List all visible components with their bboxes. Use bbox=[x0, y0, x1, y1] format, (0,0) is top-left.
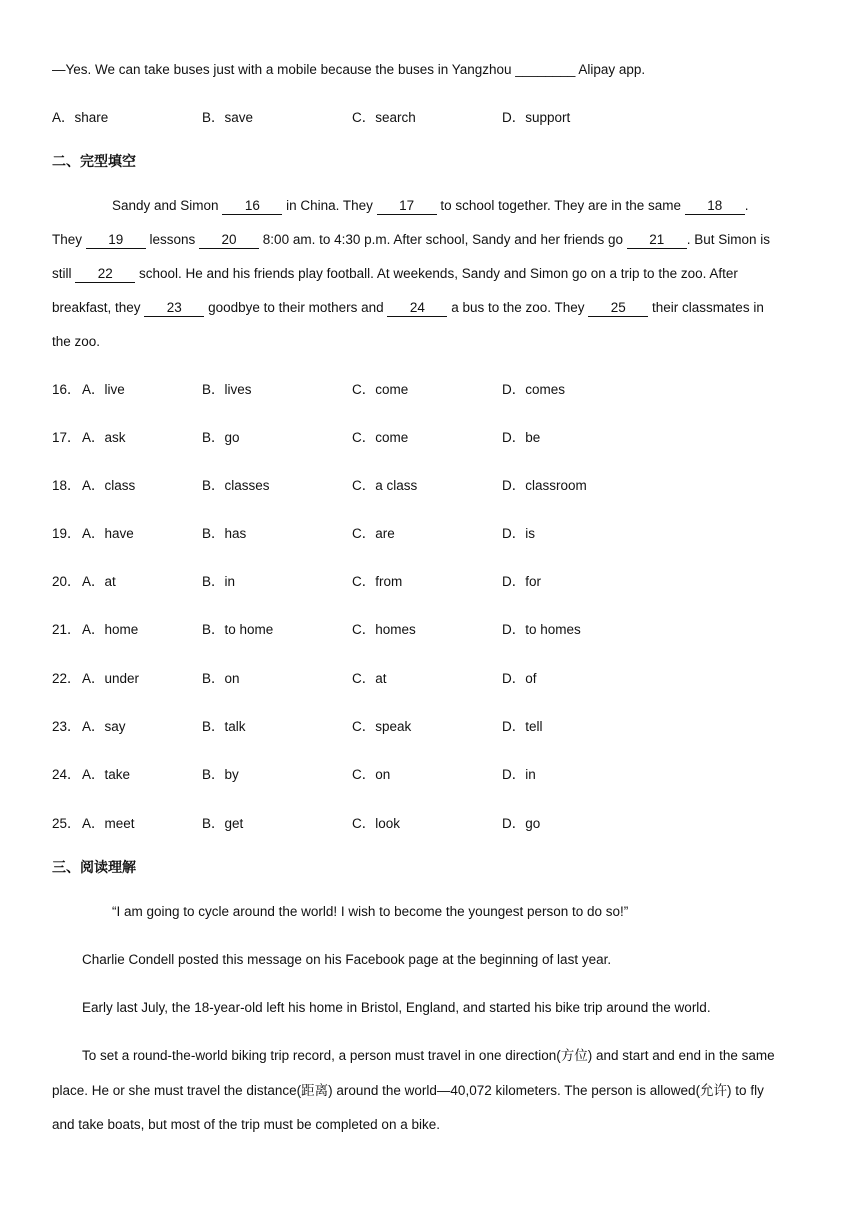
blank-19: 19 bbox=[86, 232, 146, 249]
option-c: C．look bbox=[352, 816, 401, 831]
question-number: 18． bbox=[52, 478, 81, 493]
option-c: C．come bbox=[352, 430, 409, 445]
option-b: B．on bbox=[202, 671, 240, 686]
option-b: B．lives bbox=[202, 382, 252, 397]
option-a: A．home bbox=[82, 622, 139, 637]
option-c: C．come bbox=[352, 382, 409, 397]
option-c: C．a class bbox=[352, 478, 418, 493]
question-24 bbox=[52, 765, 752, 785]
passage-text: . bbox=[744, 198, 749, 213]
reading-paragraph-1: “I am going to cycle around the world! I wish to become the youngest person to do so!” bbox=[112, 904, 629, 919]
option-c: C．speak bbox=[352, 719, 412, 734]
option-a: A．at bbox=[82, 574, 116, 589]
passage-text: in China. They bbox=[282, 198, 377, 213]
option-c: C．at bbox=[352, 671, 387, 686]
question-21 bbox=[52, 620, 752, 640]
question-17 bbox=[52, 428, 752, 448]
blank-23: 23 bbox=[144, 300, 204, 317]
blank-16: 16 bbox=[222, 198, 282, 215]
option-b: B．talk bbox=[202, 719, 246, 734]
option-d: D．tell bbox=[502, 719, 543, 734]
option-b: B．save bbox=[202, 110, 254, 125]
option-d: D．support bbox=[502, 110, 571, 125]
section-title-reading: 三、阅读理解 bbox=[52, 860, 136, 876]
reading-paragraph-3: Early last July, the 18-year-old left his home in Bristol, England, and started his bike trip around the world. bbox=[82, 1000, 711, 1015]
cloze-line-5: the zoo. bbox=[52, 334, 101, 349]
passage-text: goodbye to their mothers and bbox=[204, 300, 388, 315]
option-b: B．by bbox=[202, 767, 239, 782]
question-15-stem bbox=[52, 60, 645, 80]
question-number: 20． bbox=[52, 574, 81, 589]
question-22 bbox=[52, 669, 752, 689]
answer-blank: ________ bbox=[515, 62, 576, 77]
blank-21: 21 bbox=[627, 232, 687, 249]
reading-paragraph-4-line-2: place. He or she must travel the distance(距离) around the world—40,072 kilometers. The person is allowed(允许) to fly bbox=[52, 1083, 764, 1098]
option-d: D．to homes bbox=[502, 622, 581, 637]
option-b: B．go bbox=[202, 430, 240, 445]
reading-paragraph-2: Charlie Condell posted this message on his Facebook page at the beginning of last year. bbox=[82, 952, 612, 967]
option-a: A．class bbox=[82, 478, 136, 493]
option-c: C．are bbox=[352, 526, 395, 541]
passage-text: still bbox=[52, 266, 76, 281]
option-a: A．take bbox=[82, 767, 131, 782]
option-d: D．is bbox=[502, 526, 535, 541]
section-title-cloze: 二、完型填空 bbox=[52, 154, 136, 170]
question-23 bbox=[52, 717, 752, 737]
blank-20: 20 bbox=[199, 232, 259, 249]
stem-text: Alipay app. bbox=[575, 62, 646, 77]
question-number: 22． bbox=[52, 671, 81, 686]
option-a: A．say bbox=[82, 719, 126, 734]
passage-text: Sandy and Simon bbox=[112, 198, 223, 213]
option-c: C．on bbox=[352, 767, 391, 782]
option-b: B．get bbox=[202, 816, 244, 831]
blank-22: 22 bbox=[75, 266, 135, 283]
option-b: B．has bbox=[202, 526, 247, 541]
question-number: 16． bbox=[52, 382, 81, 397]
passage-text: breakfast, they bbox=[52, 300, 145, 315]
reading-paragraph-4-line-3: and take boats, but most of the trip must be completed on a bike. bbox=[52, 1117, 440, 1132]
question-16 bbox=[52, 380, 752, 400]
option-b: B．in bbox=[202, 574, 236, 589]
option-b: B．to home bbox=[202, 622, 274, 637]
option-d: D．be bbox=[502, 430, 541, 445]
option-a: A．live bbox=[82, 382, 125, 397]
option-d: D．go bbox=[502, 816, 541, 831]
cloze-line-2 bbox=[52, 230, 812, 250]
reading-paragraph-4-line-1: To set a round-the-world biking trip record, a person must travel in one direction(方位) and start and end in the same bbox=[82, 1048, 775, 1063]
question-18 bbox=[52, 476, 752, 496]
question-19 bbox=[52, 524, 752, 544]
question-20 bbox=[52, 572, 752, 592]
option-d: D．classroom bbox=[502, 478, 587, 493]
question-number: 24． bbox=[52, 767, 81, 782]
stem-text: —Yes. We can take buses just with a mobile because the buses in Yangzhou bbox=[52, 62, 516, 77]
question-15-options bbox=[52, 108, 752, 128]
passage-text: to school together. They are in the same bbox=[436, 198, 685, 213]
cloze-line-1 bbox=[112, 196, 860, 216]
blank-24: 24 bbox=[387, 300, 447, 317]
passage-text: lessons bbox=[145, 232, 200, 247]
passage-text: school. He and his friends play football. At weekends, Sandy and Simon go on a trip to the zoo. After bbox=[135, 266, 738, 281]
option-d: D．comes bbox=[502, 382, 566, 397]
option-d: D．in bbox=[502, 767, 536, 782]
option-c: C．search bbox=[352, 110, 416, 125]
option-b: B．classes bbox=[202, 478, 270, 493]
option-a: A．under bbox=[82, 671, 140, 686]
option-a: A．meet bbox=[82, 816, 135, 831]
question-number: 17． bbox=[52, 430, 81, 445]
option-d: D．for bbox=[502, 574, 542, 589]
passage-text: . But Simon is bbox=[686, 232, 771, 247]
option-a: A．ask bbox=[82, 430, 126, 445]
passage-text: a bus to the zoo. They bbox=[447, 300, 589, 315]
blank-17: 17 bbox=[377, 198, 437, 215]
question-number: 23． bbox=[52, 719, 81, 734]
passage-text: their classmates in bbox=[648, 300, 764, 315]
option-c: C．from bbox=[352, 574, 403, 589]
cloze-line-3 bbox=[52, 264, 812, 284]
option-a: A．have bbox=[82, 526, 134, 541]
blank-25: 25 bbox=[588, 300, 648, 317]
cloze-line-4 bbox=[52, 298, 812, 318]
passage-text: They bbox=[52, 232, 86, 247]
question-number: 21． bbox=[52, 622, 81, 637]
option-d: D．of bbox=[502, 671, 537, 686]
question-25 bbox=[52, 814, 752, 834]
passage-text: 8:00 am. to 4:30 p.m. After school, Sandy and her friends go bbox=[259, 232, 627, 247]
question-number: 25． bbox=[52, 816, 81, 831]
question-number: 19． bbox=[52, 526, 81, 541]
option-c: C．homes bbox=[352, 622, 416, 637]
blank-18: 18 bbox=[685, 198, 745, 215]
option-a: A．share bbox=[52, 110, 109, 125]
